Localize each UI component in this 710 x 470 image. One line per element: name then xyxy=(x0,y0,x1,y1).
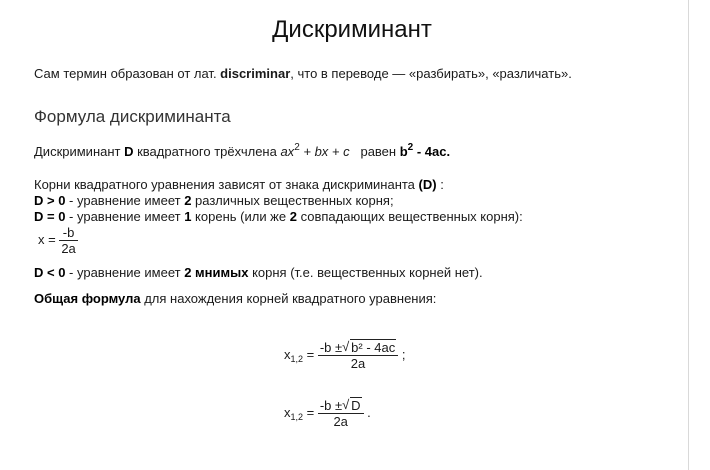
f1-radical xyxy=(342,340,396,355)
f2-num-pre: -b ± xyxy=(319,398,343,413)
section-title: Формула дискриминанта xyxy=(34,107,231,126)
f1-sub: 1,2 xyxy=(290,353,304,364)
f2-x: x xyxy=(284,404,291,420)
def-square: 2 xyxy=(294,142,300,153)
roots-intro xyxy=(34,177,444,192)
def-text-1: Дискриминант xyxy=(34,144,125,159)
f2-tail: . xyxy=(363,404,371,420)
single-root-lhs: x = xyxy=(38,231,60,247)
case-negative-t2: корня (т.е. вещественных корней нет). xyxy=(248,265,483,280)
f1-fraction xyxy=(318,340,398,371)
single-root-denominator: 2a xyxy=(61,241,76,256)
def-text-3: равен xyxy=(349,144,400,159)
f2-fraction xyxy=(318,398,364,429)
roots-intro-text: Корни квадратного уравнения зависят от знака дискриминанта xyxy=(34,177,419,192)
page-title: Дискриминант xyxy=(272,16,432,43)
single-root-numerator: -b xyxy=(59,225,77,241)
def-minus-4ac: - 4ac. xyxy=(413,144,451,159)
general-rest: для нахождения корней квадратного уравнения: xyxy=(140,291,437,306)
def-ax: ax xyxy=(280,144,295,159)
case-zero-n2: 2 xyxy=(289,209,297,224)
f1-tail: ; xyxy=(398,346,406,362)
f1-numerator xyxy=(318,340,398,356)
single-root-fraction xyxy=(59,225,77,256)
f1-num-pre: -b ± xyxy=(319,340,343,355)
def-b-square: 2 xyxy=(407,142,414,153)
f2-eq: = xyxy=(303,404,318,420)
single-root-formula xyxy=(38,225,78,256)
definition-line xyxy=(34,142,450,159)
case-zero-t2: корень (или же xyxy=(191,209,290,224)
case-negative-t1: - уравнение имеет xyxy=(65,265,185,280)
f2-radicand: D xyxy=(351,398,361,413)
sqrt-icon: √ xyxy=(342,397,350,412)
intro-paragraph xyxy=(34,66,572,81)
case-negative-n: 2 мнимых xyxy=(184,265,249,280)
case-positive xyxy=(34,193,394,208)
roots-intro-end: : xyxy=(436,177,444,192)
general-formula-intro xyxy=(34,291,436,306)
intro-term: discriminar xyxy=(220,66,291,81)
general-formula-1 xyxy=(284,340,405,371)
page-border xyxy=(688,0,689,470)
case-positive-t1: - уравнение имеет xyxy=(65,193,185,208)
general-formula-2 xyxy=(284,398,371,429)
f2-denominator: 2a xyxy=(333,414,348,429)
case-zero-n: 1 xyxy=(184,209,192,224)
f2-radical xyxy=(342,398,361,413)
f2-sub: 1,2 xyxy=(290,411,304,422)
case-positive-n: 2 xyxy=(184,193,192,208)
f1-radicand: b² - 4ac xyxy=(351,340,396,355)
case-negative-cond: D < 0 xyxy=(34,265,66,280)
case-positive-t2: различных вещественных корня; xyxy=(191,193,394,208)
def-text-2: квадратного трёхчлена xyxy=(133,144,281,159)
sqrt-icon: √ xyxy=(342,339,350,354)
case-positive-cond: D > 0 xyxy=(34,193,66,208)
case-zero-cond: D = 0 xyxy=(34,209,66,224)
case-negative xyxy=(34,265,483,280)
def-rest: + bx + c xyxy=(299,144,350,159)
f1-x: x xyxy=(284,346,291,362)
case-zero-t3: совпадающих вещественных корня): xyxy=(296,209,523,224)
case-zero xyxy=(34,209,523,224)
roots-intro-d: (D) xyxy=(418,177,437,192)
def-b: b xyxy=(399,144,408,159)
intro-before: Сам термин образован от лат. xyxy=(34,66,221,81)
def-d: D xyxy=(124,144,134,159)
f1-eq: = xyxy=(303,346,318,362)
general-bold: Общая формула xyxy=(34,291,141,306)
intro-after: , что в переводе — «разбирать», «различать». xyxy=(290,66,572,81)
f1-denominator: 2a xyxy=(350,356,366,371)
f2-numerator xyxy=(318,398,364,414)
case-zero-t1: - уравнение имеет xyxy=(65,209,185,224)
